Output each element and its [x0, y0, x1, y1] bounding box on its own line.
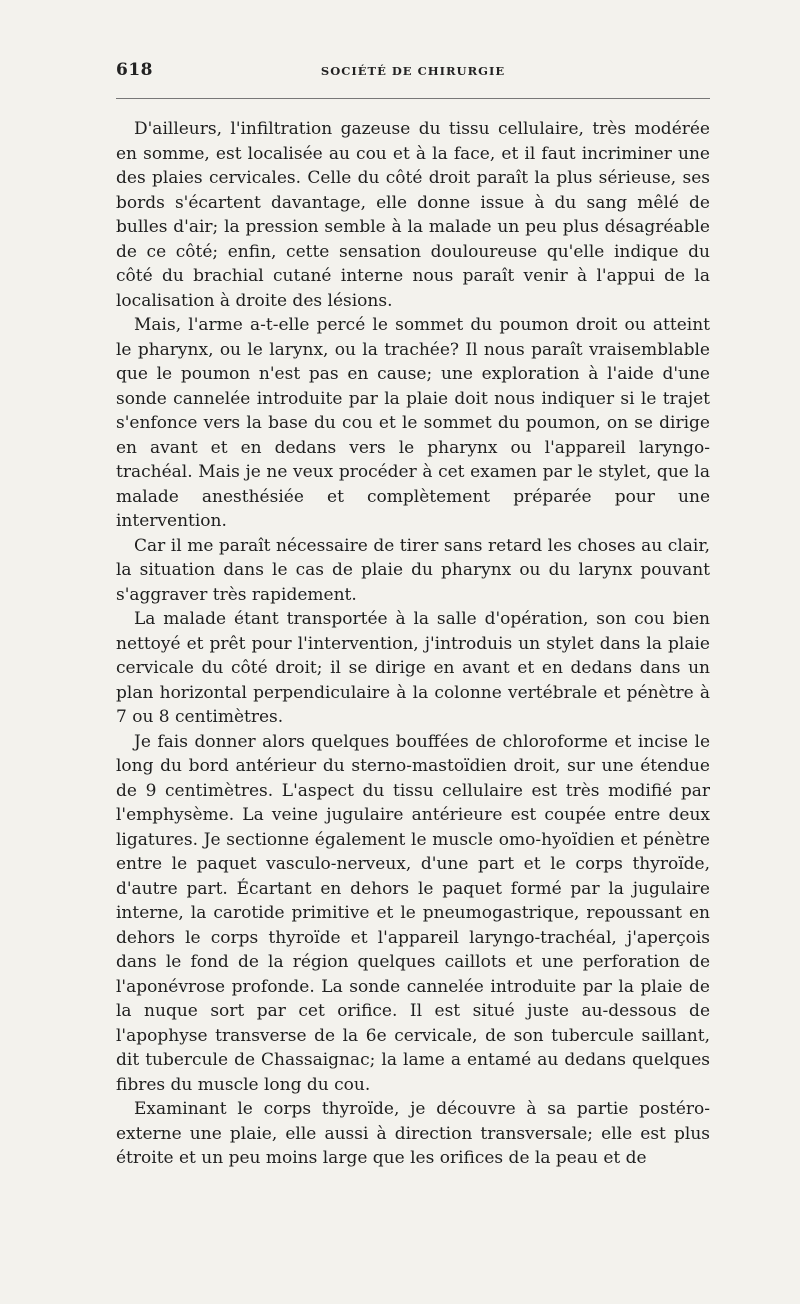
paragraph: Mais, l'arme a-t-elle percé le sommet du poumon droit ou atteint le pharynx, ou le larynx, ou la trachée? Il nous paraît vraisemblable que le poumon n'est pas en cause; une exploration à l'aide d'une sonde cannelée introduite par la plaie doit nous indiquer si le trajet s'enfonce vers la base du cou et le sommet du poumon, on se dirige en avant et en dedans vers le pharynx ou l'appareil laryngo-trachéal. Mais je ne veux procéder à cet examen par le stylet, que la malade anesthésiée et complètement préparée pour une intervention. — [116, 315, 710, 531]
paragraph: Je fais donner alors quelques bouffées de chloroforme et incise le long du bord antérieur du sterno-mastoïdien droit, sur une étendue de 9 centimètres. L'aspect du tissu cellulaire est très modifié par l'emphysème. La veine jugulaire antérieure est coupée entre deux ligatures. Je sectionne également le muscle omo-hyoïdien et pénètre entre le paquet vasculo-nerveux, d'une part et le corps thyroïde, d'autre part. Écartant en dehors le paquet formé par la jugulaire interne, la carotide primitive et le pneumogastrique, repoussant en dehors le corps thyroïde et l'appareil laryngo-trachéal, j'aperçois dans le fond de la région quelques caillots et une perforation de l'aponévrose profonde. La sonde cannelée introduite par la plaie de la nuque sort par cet orifice. Il est situé juste au-dessous de l'apophyse transverse de la 6e cervicale, de son tubercule saillant, dit tubercule de Chassaignac; la lame a entamé au dedans quelques fibres du muscle long du cou. — [116, 731, 710, 1095]
header-rule — [116, 98, 710, 99]
paragraph: Car il me paraît nécessaire de tirer sans retard les choses au clair, la situation dans le cas de plaie du pharynx ou du larynx pouvant s'aggraver très rapidement. — [116, 535, 710, 605]
paragraph: La malade étant transportée à la salle d'opération, son cou bien nettoyé et prêt pour l'intervention, j'introduis un stylet dans la plaie cervicale du côté droit; il se dirige en avant et en dedans dans un plan horizontal perpendiculaire à la colonne vertébrale et pénètre à 7 ou 8 centimètres. — [116, 609, 710, 727]
page-header — [116, 60, 710, 86]
running-head: SOCIÉTÉ DE CHIRURGIE — [320, 64, 506, 78]
paragraph: Examinant le corps thyroïde, je découvre à sa partie postéro-externe une plaie, elle aussi à direction transversale; elle est plus étroite et un peu moins large que les orifices de la peau et de — [116, 1099, 710, 1168]
body-text — [116, 117, 710, 1171]
page-number: 618 — [116, 60, 153, 80]
paragraph: D'ailleurs, l'infiltration gazeuse du tissu cellulaire, très modérée en somme, est localisée au cou et à la face, et il faut incriminer une des plaies cervicales. Celle du côté droit paraît la plus sérieuse, ses bords s'écartent davantage, elle donne issue à du sang mêlé de bulles d'air; la pression semble à la malade un peu plus désagréable de ce côté; enfin, cette sensation douloureuse qu'elle indique du côté du brachial cutané interne nous paraît venir à l'appui de la localisation à droite des lésions. — [116, 119, 710, 311]
